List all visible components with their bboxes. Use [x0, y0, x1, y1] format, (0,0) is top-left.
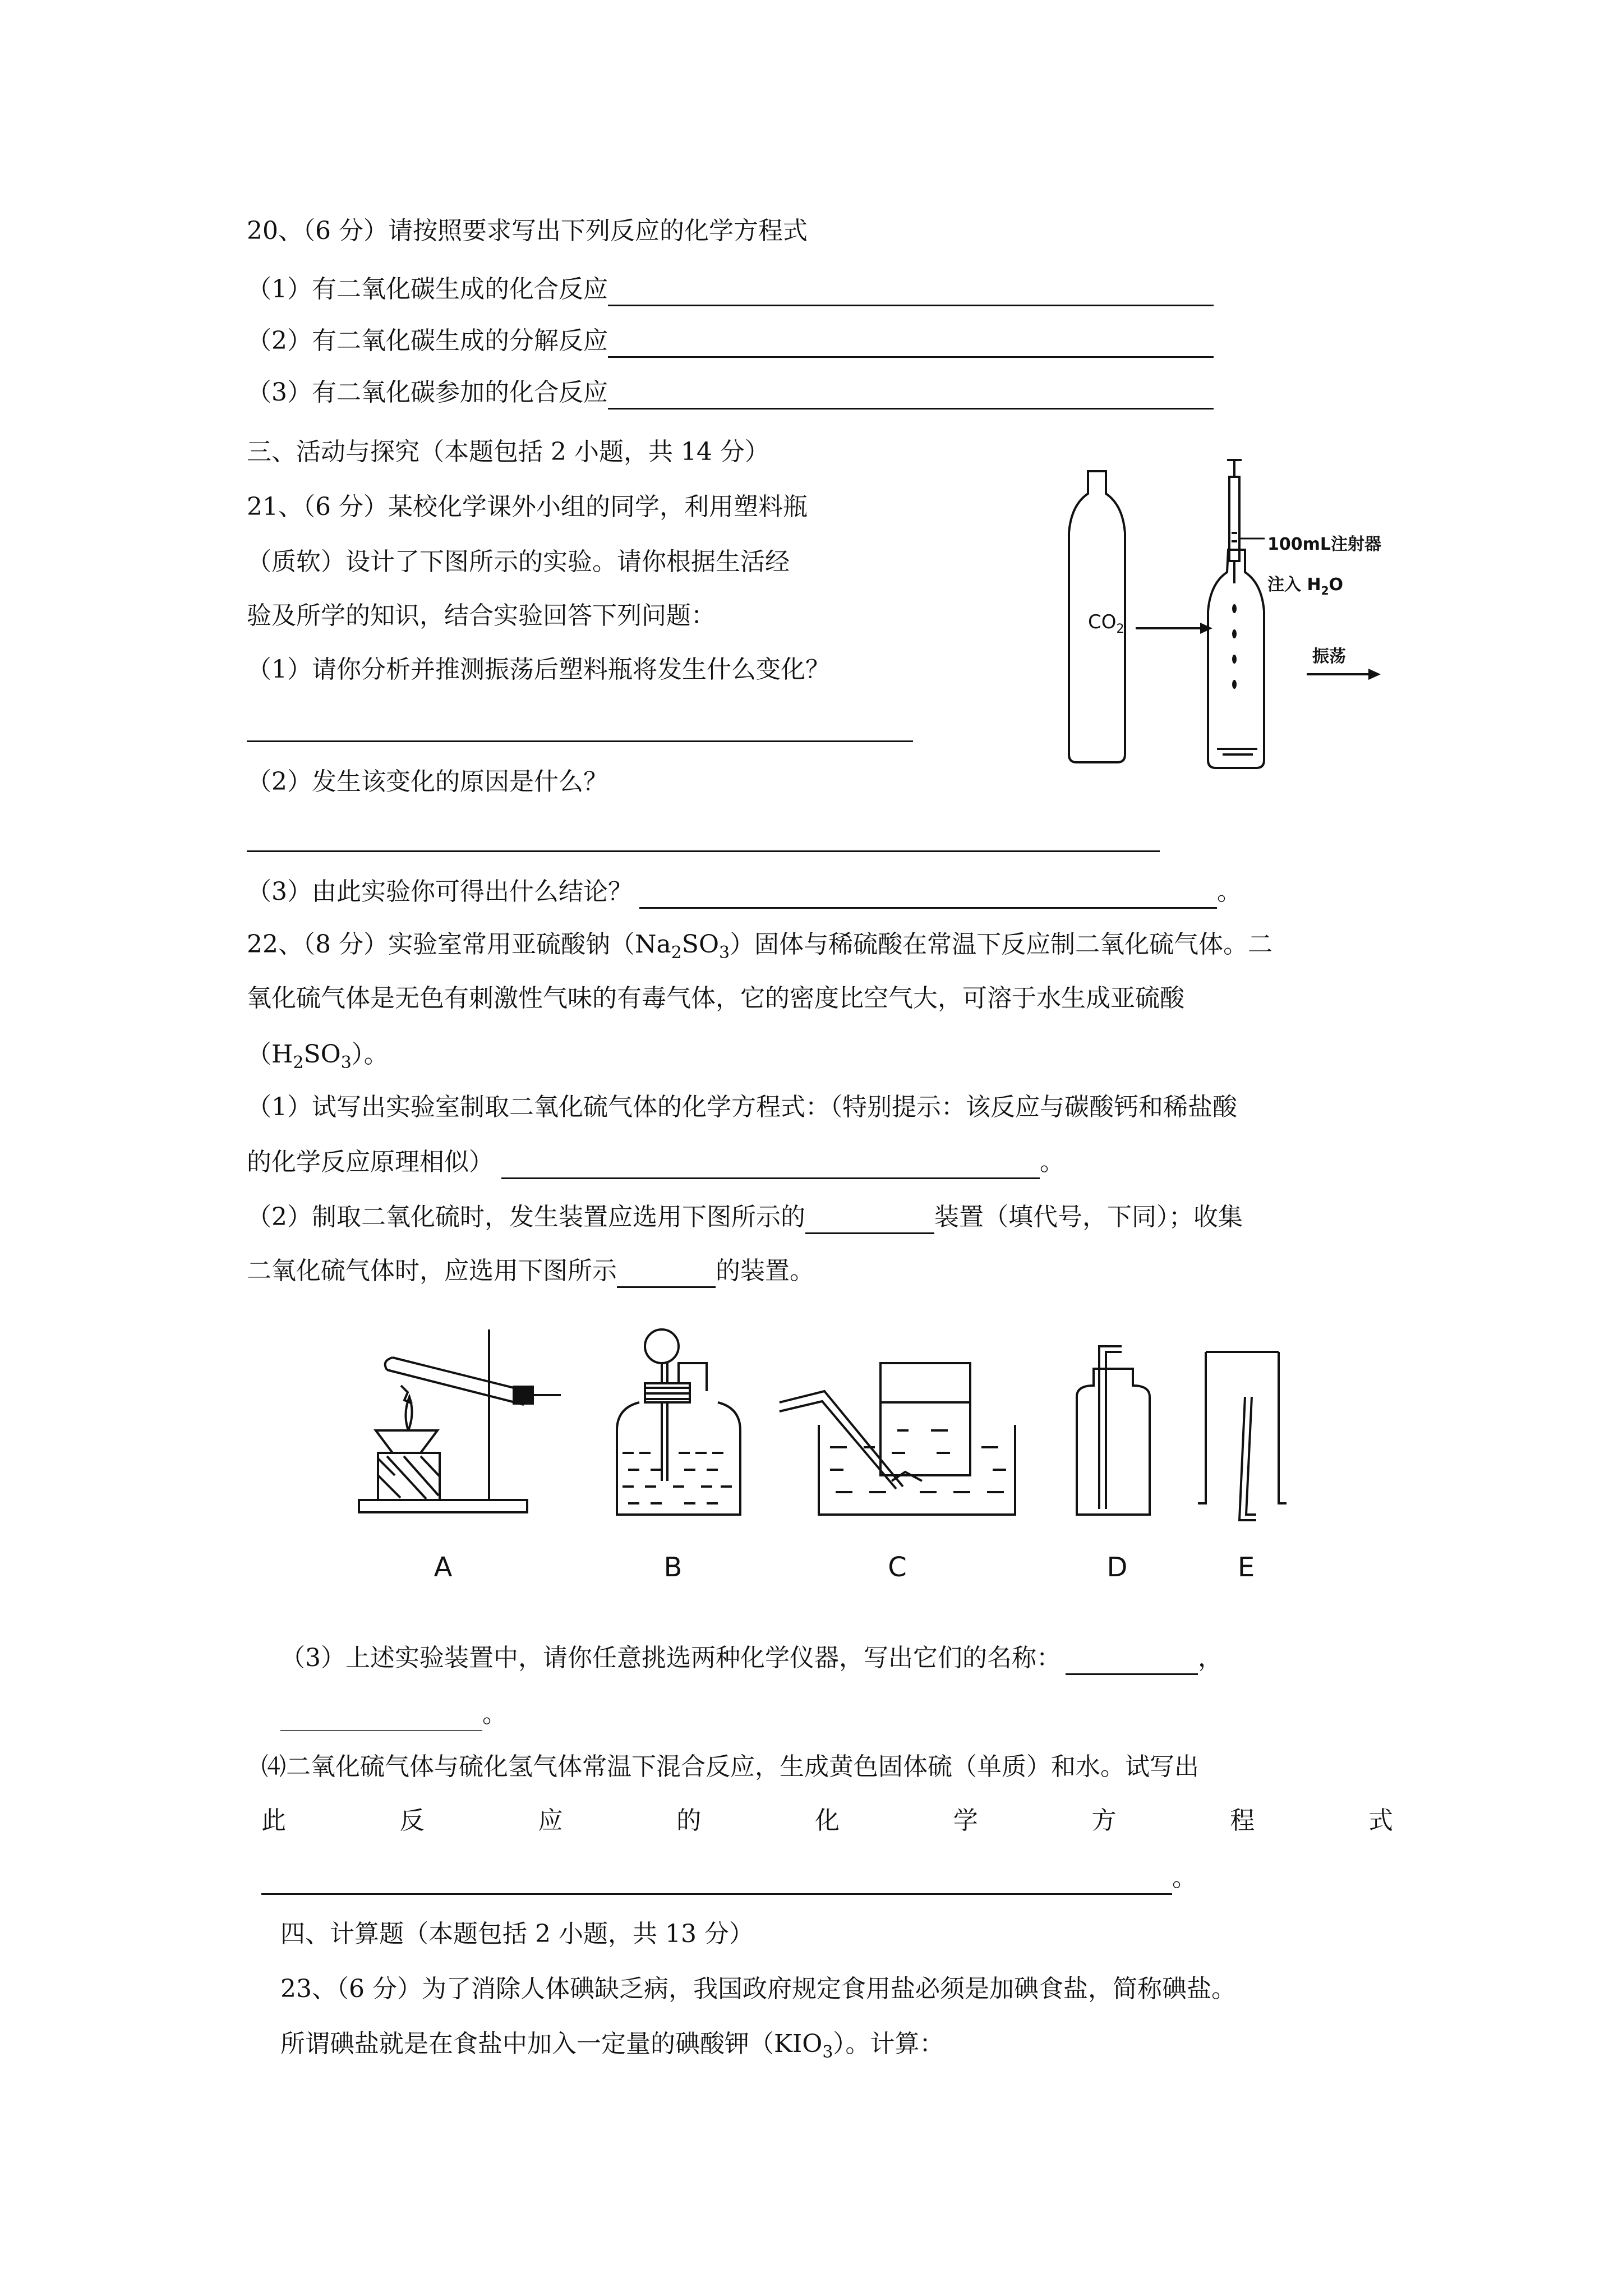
q21-answer-1-line[interactable]	[247, 740, 913, 742]
q22-part-1-end: 。	[1040, 1148, 1064, 1176]
q22-intro-3-b: SO	[303, 1040, 341, 1069]
q22-intro-1-b: SO	[681, 930, 720, 959]
q20-item-3	[247, 376, 1214, 409]
q22-answer-4-blank[interactable]	[261, 1866, 1172, 1895]
syringe-label: 100mL注射器	[1267, 535, 1381, 554]
q22-part-4-line-3	[261, 1861, 1197, 1895]
q22-part-1-line-1: （1）试写出实验室制取二氧化硫气体的化学方程式：（特别提示：该反应与碳酸钙和稀盐酸	[247, 1093, 1237, 1121]
q21-line-3: 验及所学的知识，结合实验回答下列问题：	[247, 601, 716, 630]
apparatus-label-c: C	[888, 1552, 907, 1583]
q21-part-1: （1）请你分析并推测振荡后塑料瓶将发生什么变化？	[247, 655, 830, 684]
q22-p4-char: 应	[538, 1806, 563, 1835]
water-drops	[1232, 604, 1237, 689]
q22-part-4-line-1: ⑷二氧化硫气体与硫化氢气体常温下混合反应，生成黄色固体硫（单质）和水。试写出	[261, 1752, 1199, 1781]
q22-intro-1-sub1: 2	[671, 942, 682, 963]
shake-label: 振荡	[1312, 647, 1346, 666]
q22-answer-1-blank[interactable]	[501, 1151, 1040, 1179]
q22-part-3-label: （3）上述实验装置中，请你任意挑选两种化学仪器，写出它们的名称：	[280, 1644, 1061, 1672]
q22-part-2-text-c: 二氧化硫气体时，应选用下图所示	[247, 1257, 617, 1285]
apparatus-label-a: A	[434, 1552, 453, 1583]
q22-intro-1	[247, 928, 1272, 961]
q22-p4-char: 程	[1230, 1806, 1255, 1835]
apparatus-e	[1198, 1352, 1287, 1520]
q22-generator-blank[interactable]	[805, 1205, 934, 1234]
q23-line-1: 23、（6 分）为了消除人体碘缺乏病，我国政府规定食用盐必须是加碘食盐，简称碘盐。	[280, 1975, 1236, 2003]
q22-part-1-label: 的化学反应原理相似）	[247, 1148, 494, 1176]
q20-answer-3-blank[interactable]	[608, 381, 1214, 409]
q21-part-3	[247, 875, 1242, 909]
q22-part-3-comma: ，	[1198, 1644, 1223, 1672]
q20-answer-1-blank[interactable]	[608, 278, 1214, 306]
q22-part-1-line-2	[247, 1145, 1064, 1179]
q21-line-1: 21、（6 分）某校化学课外小组的同学，利用塑料瓶	[247, 493, 808, 521]
q22-p4-char: 方	[1091, 1806, 1117, 1835]
apparatus-label-d: D	[1106, 1552, 1128, 1583]
apparatus-figure	[348, 1318, 1346, 1599]
q21-part-3-label: （3）由此实验你可得出什么结论？	[247, 877, 633, 906]
q21-answer-2-line[interactable]	[247, 850, 1160, 852]
q21-part-2: （2）发生该变化的原因是什么？	[247, 767, 608, 796]
transfer-arrow	[1136, 623, 1212, 634]
q21-answer-3-blank[interactable]	[639, 880, 1217, 909]
q23-line-2-b: ）。计算：	[833, 2030, 944, 2058]
q22-intro-3-sub2: 3	[340, 1052, 352, 1073]
q23-line-2	[280, 2027, 944, 2061]
apparatus-a	[359, 1329, 561, 1512]
q22-p4-char: 的	[676, 1806, 702, 1835]
q21-part-3-end: 。	[1217, 877, 1242, 906]
q22-part-4-line-2	[261, 1804, 1393, 1838]
q22-part-2-text-d: 的装置。	[716, 1257, 814, 1285]
q23-line-2-sub: 3	[822, 2042, 833, 2062]
q22-instrument-2-blank[interactable]	[280, 1703, 482, 1731]
q22-intro-3-c: ）。	[351, 1040, 389, 1069]
q22-intro-1-sub2: 3	[719, 942, 730, 963]
q22-part-3-line-2	[280, 1697, 507, 1731]
q22-p4-char: 反	[399, 1806, 425, 1835]
q22-part-2-text-a: （2）制取二氧化硫时，发生装置应选用下图所示的	[247, 1203, 805, 1231]
section4-title: 四、计算题（本题包括 2 小题，共 13 分）	[280, 1920, 754, 1948]
q22-p4-char: 化	[815, 1806, 840, 1835]
shake-arrow	[1307, 669, 1381, 680]
apparatus-label-e: E	[1237, 1552, 1255, 1583]
apparatus-b	[617, 1329, 740, 1515]
q22-part-2-line-2	[247, 1254, 814, 1288]
q22-p4-char: 学	[953, 1806, 978, 1835]
q22-intro-3	[247, 1038, 389, 1071]
q22-part-2-line-1	[247, 1200, 1243, 1234]
q20-item-2-label: （2）有二氧化碳生成的分解反应	[247, 326, 608, 355]
q22-intro-3-sub1: 2	[293, 1052, 304, 1073]
q22-intro-1-c: ）固体与稀硫酸在常温下反应制二氧化硫气体。二	[730, 930, 1273, 959]
section3-title: 三、活动与探究（本题包括 2 小题，共 14 分）	[247, 438, 769, 466]
q22-part-3	[280, 1641, 1223, 1675]
q20-item-1	[247, 273, 1214, 306]
q20-item-1-label: （1）有二氧化碳生成的化合反应	[247, 275, 608, 303]
q20-answer-2-blank[interactable]	[608, 329, 1214, 358]
water-label: 注入 $H_2O$	[1267, 575, 1343, 597]
co2-bottle-label: $CO_2$	[1088, 611, 1124, 636]
apparatus-c	[780, 1363, 1015, 1515]
q20-item-2	[247, 324, 1214, 358]
q20-title: 20、（6 分）请按照要求写出下列反应的化学方程式	[247, 217, 808, 245]
q22-part-4-end: 。	[1172, 1864, 1197, 1892]
q20-item-3-label: （3）有二氧化碳参加的化合反应	[247, 378, 608, 407]
q22-collector-blank[interactable]	[617, 1259, 716, 1288]
q21-experiment-figure	[1066, 466, 1424, 780]
syringe	[1227, 460, 1242, 583]
q22-intro-1-a: 22、（8 分）实验室常用亚硫酸钠（Na	[247, 930, 671, 959]
q22-p4-char: 此	[261, 1806, 286, 1835]
q22-p4-char: 式	[1368, 1806, 1393, 1835]
q22-part-2-text-b: 装置（填代号，下同）；收集	[934, 1203, 1243, 1231]
q22-intro-3-a: （H	[247, 1040, 293, 1069]
apparatus-d	[1077, 1346, 1150, 1515]
apparatus-label-b: B	[663, 1552, 683, 1583]
q23-line-2-a: 所谓碘盐就是在食盐中加入一定量的碘酸钾（KIO	[280, 2030, 823, 2058]
q22-instrument-1-blank[interactable]	[1066, 1646, 1198, 1675]
q22-intro-2: 氧化硫气体是无色有刺激性气味的有毒气体，它的密度比空气大，可溶于水生成亚硫酸	[247, 984, 1184, 1013]
q21-line-2: （质软）设计了下图所示的实验。请你根据生活经	[247, 547, 790, 576]
q22-part-3-end: 。	[482, 1700, 507, 1728]
